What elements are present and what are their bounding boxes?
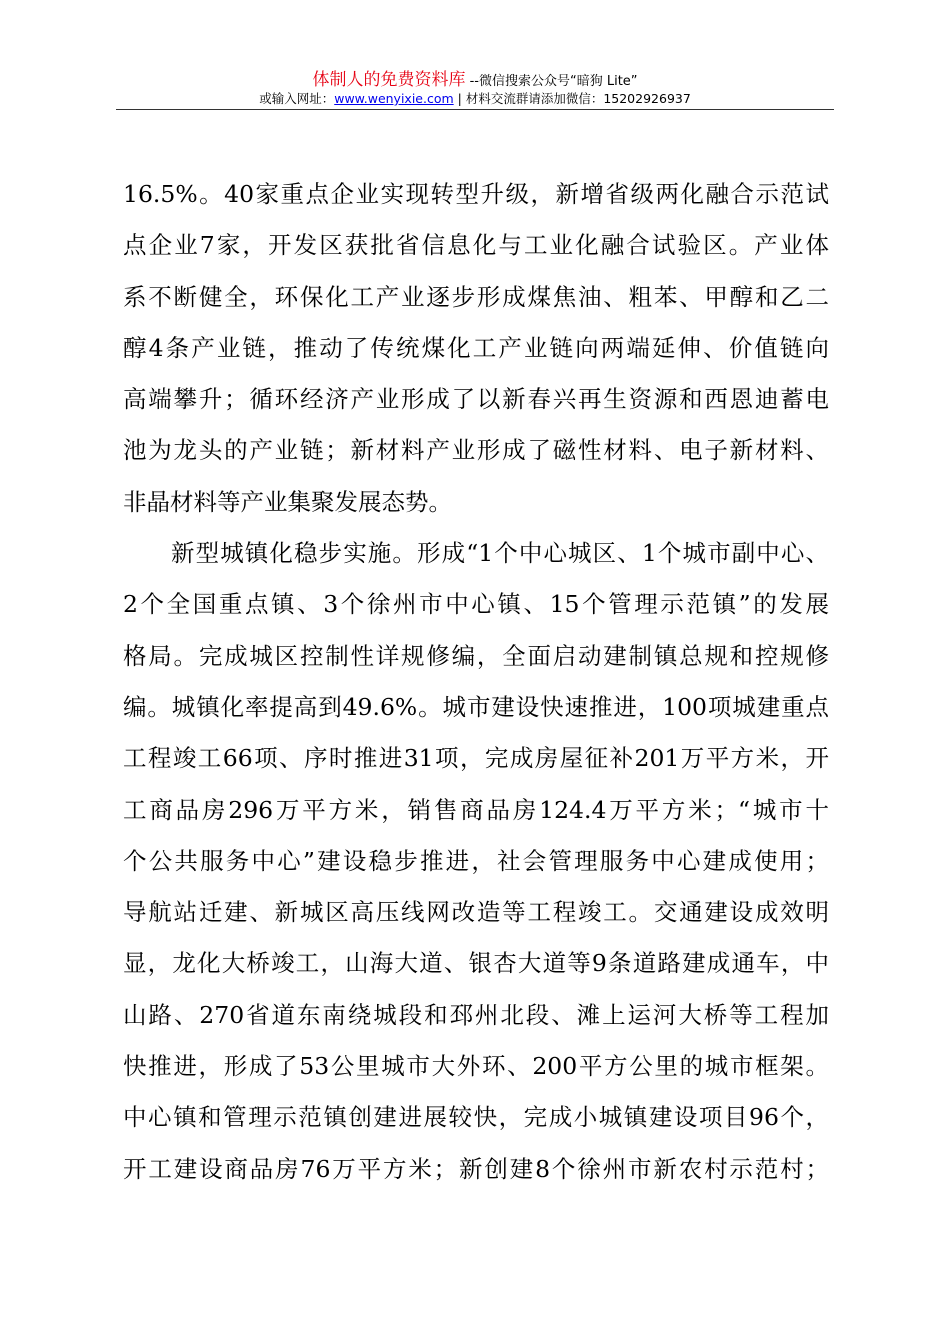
contact-info: | 材料交流群请添加微信：15202926937 — [453, 91, 691, 106]
text-line: 格局。完成城区控制性详规修编，全面启动建制镇总规和控规修 — [123, 641, 829, 670]
paragraph-start-line: 新型城镇化稳步实施。形成“1个中心城区、1个城市副中心、 — [171, 539, 829, 568]
url-prefix: 或输入网址： — [259, 91, 335, 106]
text-line: 快推进，形成了53公里城市大外环、200平方公里的城市框架。 — [123, 1052, 829, 1081]
text-line: 工商品房296万平方米，销售商品房124.4万平方米；“城市十 — [123, 795, 829, 824]
brand-title: 体制人的免费资料库 — [312, 70, 466, 90]
tagline: --微信搜索公众号“暗狗 Lite” — [465, 74, 638, 89]
text-line: 醇4条产业链，推动了传统煤化工产业链向两端延伸、价值链向 — [123, 333, 829, 362]
text-line: 系不断健全，环保化工产业逐步形成煤焦油、粗苯、甲醇和乙二 — [123, 282, 829, 311]
text-line: 非晶材料等产业集聚发展态势。 — [123, 487, 452, 516]
text-line: 山路、270省道东南绕城段和邳州北段、滩上运河大桥等工程加 — [123, 1000, 829, 1029]
text-line: 16.5%。40家重点企业实现转型升级，新增省级两化融合示范试 — [123, 180, 829, 208]
text-line: 点企业7家，开发区获批省信息化与工业化融合试验区。产业体 — [123, 231, 829, 260]
text-line: 2个全国重点镇、3个徐州市中心镇、15个管理示范镇”的发展 — [123, 590, 829, 619]
document-body — [123, 169, 829, 1195]
text-line: 池为龙头的产业链；新材料产业形成了磁性材料、电子新材料、 — [123, 436, 829, 465]
text-line: 显，龙化大桥竣工，山海大道、银杏大道等9条道路建成通车，中 — [123, 949, 829, 978]
website-link[interactable]: www.wenyixie.com — [334, 91, 454, 106]
header-divider — [116, 109, 834, 110]
text-line: 导航站迁建、新城区高压线网改造等工程竣工。交通建设成效明 — [123, 898, 829, 927]
text-line: 个公共服务中心”建设稳步推进，社会管理服务中心建成使用； — [123, 846, 829, 875]
page-header-line1 — [0, 70, 950, 92]
text-line: 工程竣工66项、序时推进31项，完成房屋征补201万平方米，开 — [123, 744, 829, 773]
text-line: 开工建设商品房76万平方米；新创建8个徐州市新农村示范村； — [123, 1154, 829, 1183]
text-line: 中心镇和管理示范镇创建进展较快，完成小城镇建设项目96个， — [123, 1103, 829, 1132]
text-line: 编。城镇化率提高到49.6%。城市建设快速推进，100项城建重点 — [123, 692, 829, 721]
page-header-line2 — [0, 90, 950, 108]
text-line: 高端攀升；循环经济产业形成了以新春兴再生资源和西恩迪蓄电 — [123, 385, 829, 414]
